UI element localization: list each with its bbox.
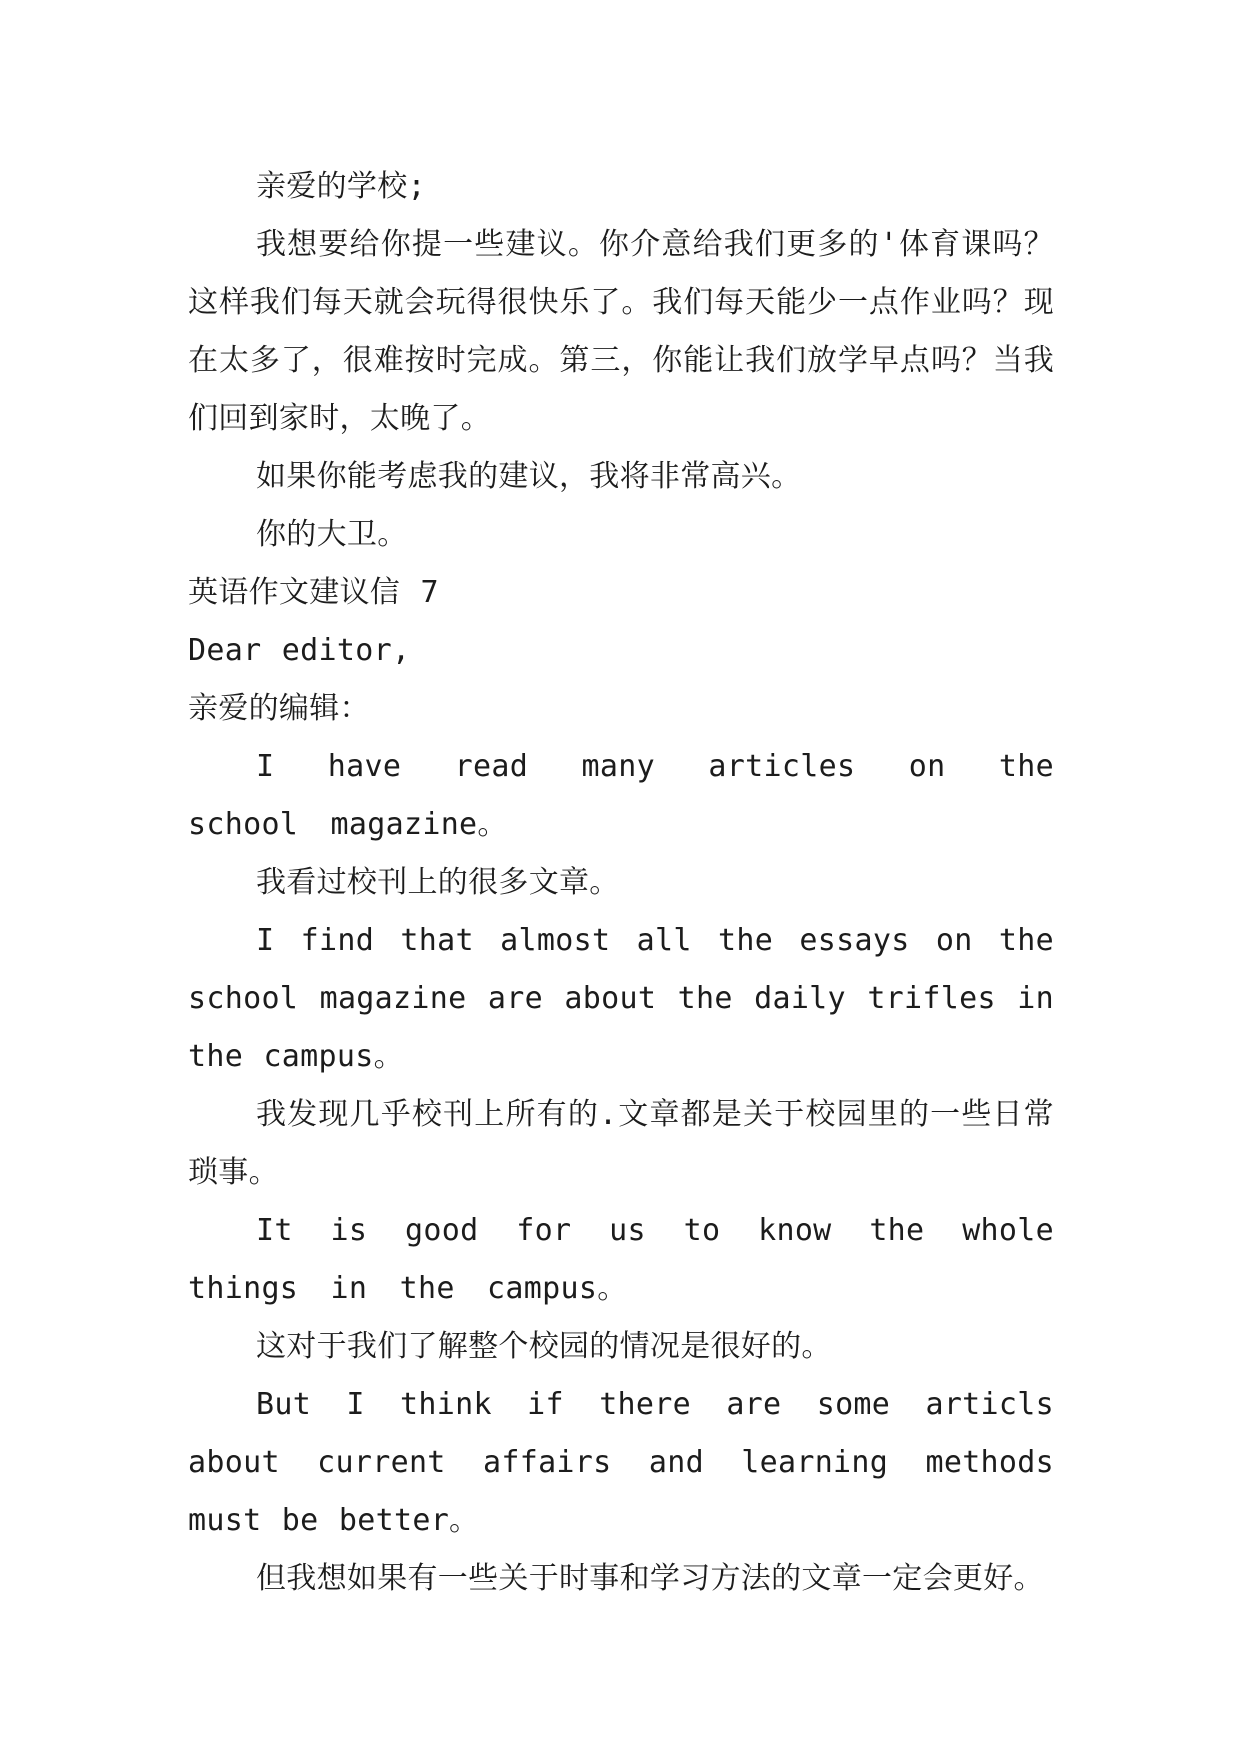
closing-line: 如果你能考虑我的建议，我将非常高兴。 xyxy=(256,459,802,494)
chinese-sentence-2: 我发现几乎校刊上所有的.文章都是关于校园里的一些日常琐事。 xyxy=(188,1097,1054,1190)
letter-body xyxy=(188,158,1054,1608)
salutation-school: 亲爱的学校; xyxy=(256,169,426,204)
english-sentence-2: I find that almost all the essays on the school magazine are about the daily trifles in the campus。 xyxy=(188,923,1054,1074)
chinese-salutation: 亲爱的编辑： xyxy=(188,691,370,726)
english-sentence-3: It is good for us to know the whole things in the campus。 xyxy=(188,1213,1054,1306)
chinese-sentence-3: 这对于我们了解整个校园的情况是很好的。 xyxy=(256,1329,832,1364)
chinese-sentence-1: 我看过校刊上的很多文章。 xyxy=(256,865,620,900)
english-sentence-1: I have read many articles on the school magazine。 xyxy=(188,749,1054,842)
chinese-sentence-4: 但我想如果有一些关于时事和学习方法的文章一定会更好。 xyxy=(256,1561,1044,1596)
section-heading: 英语作文建议信 7 xyxy=(188,575,439,610)
signature-line: 你的大卫。 xyxy=(256,517,408,552)
english-salutation: Dear editor, xyxy=(188,633,411,668)
english-sentence-4: But I think if there are some articls about current affairs and learning methods must be better。 xyxy=(188,1387,1054,1538)
suggestion-paragraph: 我想要给你提一些建议。你介意给我们更多的'体育课吗？这样我们每天就会玩得很快乐了。我们每天能少一点作业吗？现在太多了，很难按时完成。第三，你能让我们放学早点吗？当我们回到家时，太晚了。 xyxy=(188,227,1054,436)
